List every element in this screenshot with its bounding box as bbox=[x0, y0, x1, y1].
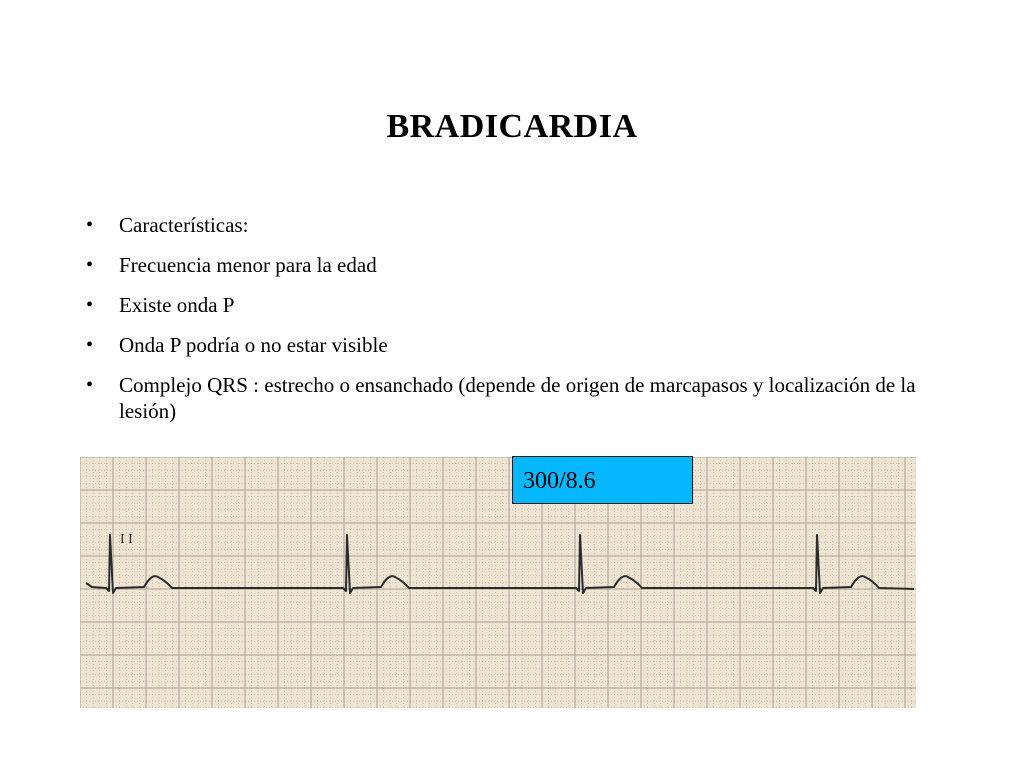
bullet-text: Onda P podría o no estar visible bbox=[119, 333, 388, 357]
ecg-lead-label: I I bbox=[120, 532, 133, 547]
bullet-dot: • bbox=[86, 334, 94, 356]
bullet-item bbox=[86, 372, 966, 424]
bullet-dot: • bbox=[86, 374, 94, 396]
bullet-dot: • bbox=[86, 214, 94, 236]
bullet-dot: • bbox=[86, 294, 94, 316]
bullet-text: Frecuencia menor para la edad bbox=[119, 253, 377, 277]
rate-label-box: 300/8.6 bbox=[512, 456, 693, 504]
bullet-dot: • bbox=[86, 254, 94, 276]
bullet-item bbox=[86, 252, 966, 278]
ecg-strip-image bbox=[80, 457, 916, 708]
bullet-text: Complejo QRS : estrecho o ensanchado (depende de origen de marcapasos y localización de la lesión) bbox=[119, 373, 916, 423]
bullet-text: Existe onda P bbox=[119, 293, 235, 317]
bullet-item bbox=[86, 212, 966, 238]
ecg-strip bbox=[80, 457, 916, 708]
bullet-item bbox=[86, 332, 966, 358]
bullet-text: Características: bbox=[119, 213, 249, 237]
bullet-list bbox=[86, 212, 966, 438]
slide-title: BRADICARDIA bbox=[386, 108, 638, 145]
bullet-item bbox=[86, 292, 966, 318]
